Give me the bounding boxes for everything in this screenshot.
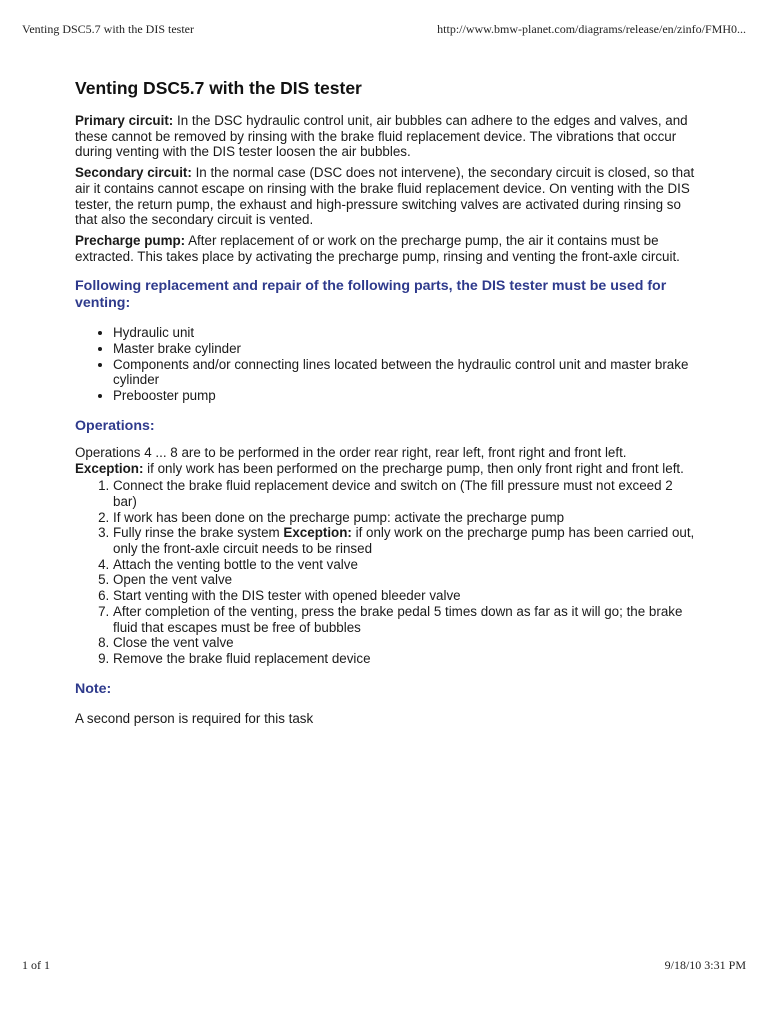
list-item: • Hydraulic unit	[113, 325, 700, 341]
step-item	[113, 525, 700, 556]
step-text: Fully rinse the brake system	[113, 525, 284, 541]
note-text: A second person is required for this task	[75, 710, 314, 726]
paragraph-precharge-pump	[75, 233, 700, 264]
operations-heading: Operations:	[75, 417, 155, 434]
step-item: 2. If work has been done on the precharge pump: activate the precharge pump	[113, 510, 700, 526]
step-item: 1. Connect the brake fluid replacement device and switch on (The fill pressure must not exceed 2 bar)	[113, 478, 700, 509]
paragraph-text: In the normal case (DSC does not intervene), the secondary circuit is closed, so that air it contains cannot escape on rinsing with the brake fluid replacement device. On venting with the DIS tester, the return pump, the exhaust and high-pressure switching valves are activated during rinsing so that also the secondary circuit is vented.	[75, 165, 695, 228]
page-number: 1 of 1	[22, 958, 50, 972]
parts-list	[75, 325, 700, 404]
step-item: 9. Remove the brake fluid replacement device	[113, 651, 700, 667]
page-title: Venting DSC5.7 with the DIS tester	[75, 78, 362, 98]
step-item: 4. Attach the venting bottle to the vent valve	[113, 557, 700, 573]
paragraph-primary-circuit	[75, 113, 700, 160]
paragraph-label: Precharge pump:	[75, 232, 186, 248]
paragraph-label: Secondary circuit:	[75, 165, 192, 181]
step-item: 5. Open the vent valve	[113, 572, 700, 588]
paragraph-label: Primary circuit:	[75, 113, 174, 128]
operations-intro	[75, 445, 700, 476]
operations-exception-label: Exception:	[75, 460, 144, 476]
list-item: • Prebooster pump	[113, 388, 700, 404]
step-exception-label: Exception:	[283, 525, 352, 541]
parts-heading: Following replacement and repair of the following parts, the DIS tester must be used for venting:	[75, 278, 667, 312]
document-content	[75, 78, 700, 726]
paragraph-secondary-circuit	[75, 165, 700, 228]
step-item: 8. Close the vent valve	[113, 635, 700, 651]
step-exception-text: if only work on the precharge pump has been carried out, only the front-axle circuit needs to be rinsed	[113, 525, 695, 557]
list-item: • Components and/or connecting lines located between the hydraulic control unit and master brake cylinder	[113, 357, 700, 388]
paragraph-text: After replacement of or work on the precharge pump, the air it contains must be extracted. This takes place by activating the precharge pump, rinsing and venting the front-axle circuit.	[75, 232, 680, 264]
step-item: 7. After completion of the venting, press the brake pedal 5 times down as far as it will go; the brake fluid that escapes must be free of bubbles	[113, 604, 700, 635]
operations-exception-text: if only work has been performed on the precharge pump, then only front right and front left.	[143, 460, 684, 476]
operations-intro-text: Operations 4 ... 8 are to be performed in the order rear right, rear left, front right and front left.	[75, 444, 627, 460]
step-item: 6. Start venting with the DIS tester with opened bleeder valve	[113, 588, 700, 604]
print-header	[22, 22, 746, 37]
print-header-url: http://www.bmw-planet.com/diagrams/release/en/zinfo/FMH0...	[437, 22, 746, 36]
steps-list	[75, 478, 700, 666]
print-datetime: 9/18/10 3:31 PM	[664, 958, 746, 972]
paragraph-text: In the DSC hydraulic control unit, air bubbles can adhere to the edges and valves, and these cannot be removed by rinsing with the brake fluid replacement device. The vibrations that occur during venting with the DIS tester loosen the air bubbles.	[75, 113, 688, 160]
print-header-title: Venting DSC5.7 with the DIS tester	[22, 22, 194, 36]
print-footer	[22, 958, 746, 973]
list-item: • Master brake cylinder	[113, 341, 700, 357]
note-heading: Note:	[75, 680, 112, 697]
operations-block	[75, 445, 700, 667]
